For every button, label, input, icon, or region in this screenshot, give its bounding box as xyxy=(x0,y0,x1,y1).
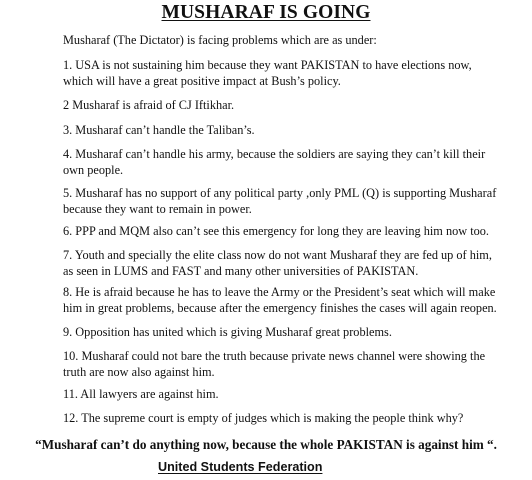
problem-item-line: because they want to remain in power. xyxy=(63,202,252,216)
problem-item-line: as seen in LUMS and FAST and many other universities of PAKISTAN. xyxy=(63,264,419,278)
problem-item xyxy=(63,185,496,217)
problem-item-line: truth are now also against him. xyxy=(63,365,215,379)
problem-item xyxy=(63,97,234,113)
problem-item xyxy=(63,146,485,178)
problem-item xyxy=(63,122,255,138)
problem-item-line: 8. He is afraid because he has to leave the Army or the President’s seat which will make xyxy=(63,285,496,299)
problem-item-line: 2 Musharaf is afraid of CJ Iftikhar. xyxy=(63,98,235,112)
problem-item-line: 3. Musharaf can’t handle the Taliban’s. xyxy=(63,123,255,137)
problem-item-line: him in great problems, because after the emergency finishes the cases will again reopen. xyxy=(63,301,497,315)
document-title: MUSHARAF IS GOING xyxy=(161,2,371,23)
problem-item-line: 11. All lawyers are against him. xyxy=(63,387,219,401)
problem-item-line: 6. PPP and MQM also can’t see this emergency for long they are leaving him now too. xyxy=(63,224,489,238)
problem-item-line: 1. USA is not sustaining him because they want PAKISTAN to have elections now, xyxy=(63,58,472,72)
problem-item-line: 9. Opposition has united which is giving Musharaf great problems. xyxy=(63,325,392,339)
problem-item xyxy=(63,247,492,279)
problem-item-line: 5. Musharaf has no support of any political party ,only PML (Q) is supporting Musharaf xyxy=(63,186,497,200)
problem-item xyxy=(63,324,392,340)
signature: United Students Federation xyxy=(158,460,323,474)
problem-item-line: which will have a great positive impact at Bush’s policy. xyxy=(63,74,341,88)
problem-item-line: own people. xyxy=(63,163,124,177)
intro-text: Musharaf (The Dictator) is facing problems which are as under: xyxy=(63,33,377,47)
problem-item xyxy=(63,410,463,426)
problem-item-line: 7. Youth and specially the elite class now do not want Musharaf they are fed up of him, xyxy=(63,248,492,262)
problem-item-line: 4. Musharaf can’t handle his army, because the soldiers are saying they can’t kill their xyxy=(63,147,486,161)
problem-item xyxy=(63,386,219,402)
problem-item-line: 10. Musharaf could not bare the truth because private news channel were showing the xyxy=(63,349,486,363)
problem-item-line: 12. The supreme court is empty of judges which is making the people think why? xyxy=(63,411,464,425)
problem-item xyxy=(63,57,472,89)
problem-item xyxy=(63,223,489,239)
closing-quote: “Musharaf can’t do anything now, because the whole PAKISTAN is against him “. xyxy=(35,437,497,452)
problem-item xyxy=(63,348,485,380)
problem-item xyxy=(63,284,497,316)
